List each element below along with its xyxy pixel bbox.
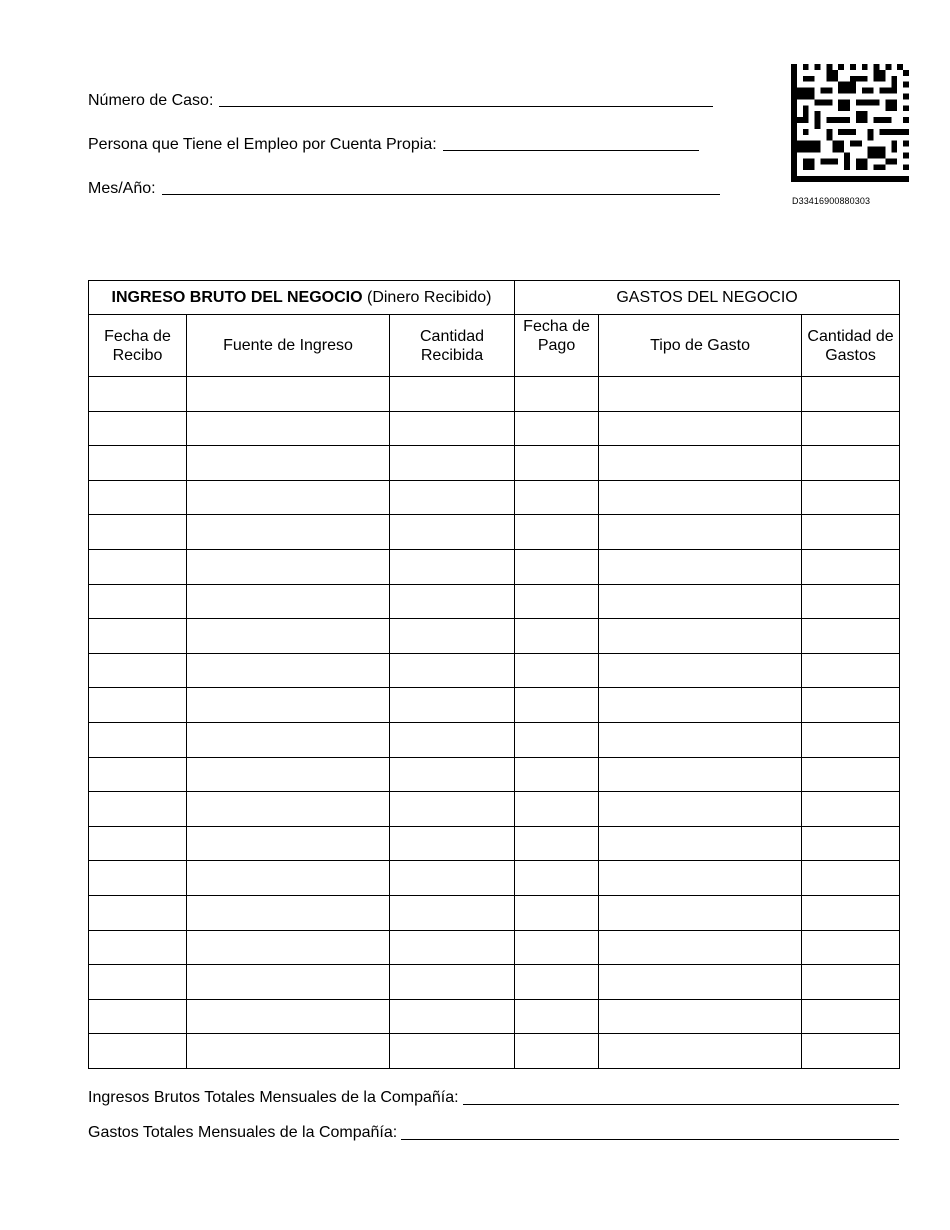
total-expenses-input-line[interactable] [401, 1139, 899, 1140]
amount-received-cell[interactable] [390, 930, 515, 965]
income-source-cell[interactable] [187, 999, 390, 1034]
amount-received-cell[interactable] [390, 549, 515, 584]
expense-type-cell[interactable] [599, 792, 802, 827]
receipt-date-cell[interactable] [89, 1034, 187, 1069]
case-number-label: Número de Caso: [88, 92, 214, 109]
amount-received-cell[interactable] [390, 480, 515, 515]
total-income-input-line[interactable] [463, 1104, 899, 1105]
col-receipt-date-line1: Fecha de [104, 327, 171, 345]
table-row [89, 619, 900, 654]
table-row [89, 377, 900, 412]
expense-amount-cell[interactable] [802, 757, 900, 792]
expense-amount-cell[interactable] [802, 965, 900, 1000]
table-row [89, 480, 900, 515]
amount-received-cell[interactable] [390, 377, 515, 412]
expense-amount-cell[interactable] [802, 792, 900, 827]
payment-date-cell[interactable] [515, 619, 599, 654]
month-year-label: Mes/Año: [88, 180, 156, 197]
amount-received-cell[interactable] [390, 1034, 515, 1069]
payment-date-cell[interactable] [515, 515, 599, 550]
table-row [89, 930, 900, 965]
payment-date-cell[interactable] [515, 792, 599, 827]
expense-type-cell[interactable] [599, 480, 802, 515]
col-payment-date-line2: Pago [537, 337, 576, 354]
amount-received-cell[interactable] [390, 688, 515, 723]
table-row [89, 965, 900, 1000]
income-source-cell[interactable] [187, 895, 390, 930]
receipt-date-cell[interactable] [89, 584, 187, 619]
expense-type-cell[interactable] [599, 757, 802, 792]
total-expenses-label: Gastos Totales Mensuales de la Compañía: [88, 1124, 398, 1141]
expense-type-cell[interactable] [599, 930, 802, 965]
receipt-date-cell[interactable] [89, 999, 187, 1034]
amount-received-cell[interactable] [390, 965, 515, 1000]
table-row [89, 446, 900, 481]
expense-type-cell[interactable] [599, 999, 802, 1034]
receipt-date-cell[interactable] [89, 688, 187, 723]
expense-type-cell[interactable] [599, 895, 802, 930]
payment-date-cell[interactable] [515, 480, 599, 515]
expense-type-cell[interactable] [599, 653, 802, 688]
expense-amount-cell[interactable] [802, 1034, 900, 1069]
amount-received-cell[interactable] [390, 411, 515, 446]
expense-amount-cell[interactable] [802, 480, 900, 515]
case-number-field [88, 92, 713, 110]
payment-date-cell[interactable] [515, 930, 599, 965]
payment-date-cell[interactable] [515, 584, 599, 619]
col-payment-date-line1: Fecha de [523, 318, 590, 335]
expense-amount-cell[interactable] [802, 446, 900, 481]
ledger-body [89, 377, 900, 1069]
income-source-cell[interactable] [187, 826, 390, 861]
income-source-cell[interactable] [187, 446, 390, 481]
col-income-source: Fuente de Ingreso [187, 315, 390, 377]
table-row [89, 895, 900, 930]
receipt-date-cell[interactable] [89, 722, 187, 757]
table-row [89, 722, 900, 757]
payment-date-cell[interactable] [515, 999, 599, 1034]
receipt-date-cell[interactable] [89, 965, 187, 1000]
col-amount-received-line1: Cantidad [419, 327, 485, 345]
expense-type-cell[interactable] [599, 1034, 802, 1069]
payment-date-cell[interactable] [515, 722, 599, 757]
amount-received-cell[interactable] [390, 757, 515, 792]
expense-type-cell[interactable] [599, 584, 802, 619]
expense-amount-cell[interactable] [802, 515, 900, 550]
col-payment-date [515, 315, 599, 377]
table-row [89, 688, 900, 723]
col-amount-received-line2: Recibida [420, 346, 484, 364]
income-source-cell[interactable] [187, 757, 390, 792]
income-source-cell[interactable] [187, 722, 390, 757]
income-source-cell[interactable] [187, 377, 390, 412]
expense-type-cell[interactable] [599, 549, 802, 584]
income-source-cell[interactable] [187, 1034, 390, 1069]
income-source-cell[interactable] [187, 549, 390, 584]
table-row [89, 999, 900, 1034]
table-row [89, 792, 900, 827]
expense-type-cell[interactable] [599, 411, 802, 446]
receipt-date-cell[interactable] [89, 792, 187, 827]
receipt-date-cell[interactable] [89, 895, 187, 930]
payment-date-cell[interactable] [515, 446, 599, 481]
income-source-cell[interactable] [187, 515, 390, 550]
col-receipt-date-line2: Recibo [112, 346, 163, 364]
amount-received-cell[interactable] [390, 584, 515, 619]
income-source-cell[interactable] [187, 584, 390, 619]
self-employed-person-field [88, 136, 699, 154]
receipt-date-cell[interactable] [89, 411, 187, 446]
expense-amount-cell[interactable] [802, 930, 900, 965]
expense-type-cell[interactable] [599, 965, 802, 1000]
gross-income-section-note: (Dinero Recibido) [362, 288, 492, 306]
expense-type-cell[interactable] [599, 619, 802, 654]
income-source-cell[interactable] [187, 411, 390, 446]
expense-amount-cell[interactable] [802, 861, 900, 896]
payment-date-cell[interactable] [515, 965, 599, 1000]
income-source-cell[interactable] [187, 480, 390, 515]
expense-amount-cell[interactable] [802, 619, 900, 654]
total-expenses-field [88, 1124, 899, 1142]
amount-received-cell[interactable] [390, 895, 515, 930]
expense-type-cell[interactable] [599, 722, 802, 757]
income-source-cell[interactable] [187, 930, 390, 965]
table-row [89, 515, 900, 550]
amount-received-cell[interactable] [390, 653, 515, 688]
payment-date-cell[interactable] [515, 653, 599, 688]
table-row [89, 411, 900, 446]
expense-amount-cell[interactable] [802, 377, 900, 412]
payment-date-cell[interactable] [515, 377, 599, 412]
income-source-cell[interactable] [187, 653, 390, 688]
amount-received-cell[interactable] [390, 861, 515, 896]
amount-received-cell[interactable] [390, 826, 515, 861]
table-row [89, 757, 900, 792]
income-source-cell[interactable] [187, 965, 390, 1000]
col-expense-type: Tipo de Gasto [599, 315, 802, 377]
table-row [89, 584, 900, 619]
table-row [89, 1034, 900, 1069]
table-row [89, 861, 900, 896]
table-row [89, 549, 900, 584]
business-expenses-section-header: GASTOS DEL NEGOCIO [515, 281, 900, 315]
payment-date-cell[interactable] [515, 1034, 599, 1069]
datamatrix-barcode [791, 64, 909, 182]
payment-date-cell[interactable] [515, 826, 599, 861]
expense-type-cell[interactable] [599, 688, 802, 723]
receipt-date-cell[interactable] [89, 757, 187, 792]
receipt-date-cell[interactable] [89, 480, 187, 515]
amount-received-cell[interactable] [390, 792, 515, 827]
col-expense-amount-line1: Cantidad de [807, 327, 894, 345]
month-year-input-line[interactable] [162, 194, 720, 195]
gross-income-section-header [89, 281, 515, 315]
expense-type-cell[interactable] [599, 446, 802, 481]
self-employed-person-label: Persona que Tiene el Empleo por Cuenta Propia: [88, 136, 437, 153]
income-source-cell[interactable] [187, 619, 390, 654]
payment-date-cell[interactable] [515, 757, 599, 792]
month-year-field [88, 180, 720, 198]
col-expense-amount [802, 315, 900, 377]
receipt-date-cell[interactable] [89, 515, 187, 550]
case-number-input-line[interactable] [219, 106, 713, 107]
amount-received-cell[interactable] [390, 446, 515, 481]
expense-amount-cell[interactable] [802, 826, 900, 861]
table-row [89, 653, 900, 688]
amount-received-cell[interactable] [390, 999, 515, 1034]
receipt-date-cell[interactable] [89, 549, 187, 584]
payment-date-cell[interactable] [515, 895, 599, 930]
expense-amount-cell[interactable] [802, 895, 900, 930]
total-income-field [88, 1089, 899, 1107]
expense-type-cell[interactable] [599, 377, 802, 412]
receipt-date-cell[interactable] [89, 861, 187, 896]
amount-received-cell[interactable] [390, 515, 515, 550]
col-receipt-date [89, 315, 187, 377]
payment-date-cell[interactable] [515, 861, 599, 896]
payment-date-cell[interactable] [515, 688, 599, 723]
col-amount-received [390, 315, 515, 377]
receipt-date-cell[interactable] [89, 446, 187, 481]
expense-type-cell[interactable] [599, 826, 802, 861]
expense-amount-cell[interactable] [802, 549, 900, 584]
col-expense-amount-line2: Gastos [825, 346, 876, 364]
amount-received-cell[interactable] [390, 722, 515, 757]
expense-type-cell[interactable] [599, 515, 802, 550]
expense-type-cell[interactable] [599, 861, 802, 896]
expense-amount-cell[interactable] [802, 653, 900, 688]
receipt-date-cell[interactable] [89, 930, 187, 965]
expense-amount-cell[interactable] [802, 584, 900, 619]
income-source-cell[interactable] [187, 792, 390, 827]
expense-amount-cell[interactable] [802, 999, 900, 1034]
expense-amount-cell[interactable] [802, 688, 900, 723]
payment-date-cell[interactable] [515, 549, 599, 584]
receipt-date-cell[interactable] [89, 826, 187, 861]
amount-received-cell[interactable] [390, 619, 515, 654]
receipt-date-cell[interactable] [89, 619, 187, 654]
receipt-date-cell[interactable] [89, 653, 187, 688]
income-source-cell[interactable] [187, 688, 390, 723]
expense-amount-cell[interactable] [802, 722, 900, 757]
total-income-label: Ingresos Brutos Totales Mensuales de la Compañía: [88, 1089, 459, 1106]
income-expense-table [88, 280, 900, 1069]
gross-income-section-title: INGRESO BRUTO DEL NEGOCIO [111, 288, 363, 306]
receipt-date-cell[interactable] [89, 377, 187, 412]
barcode-id-text: D33416900880303 [792, 196, 871, 206]
expense-amount-cell[interactable] [802, 411, 900, 446]
self-employed-person-input-line[interactable] [443, 150, 699, 151]
payment-date-cell[interactable] [515, 411, 599, 446]
table-row [89, 826, 900, 861]
income-source-cell[interactable] [187, 861, 390, 896]
